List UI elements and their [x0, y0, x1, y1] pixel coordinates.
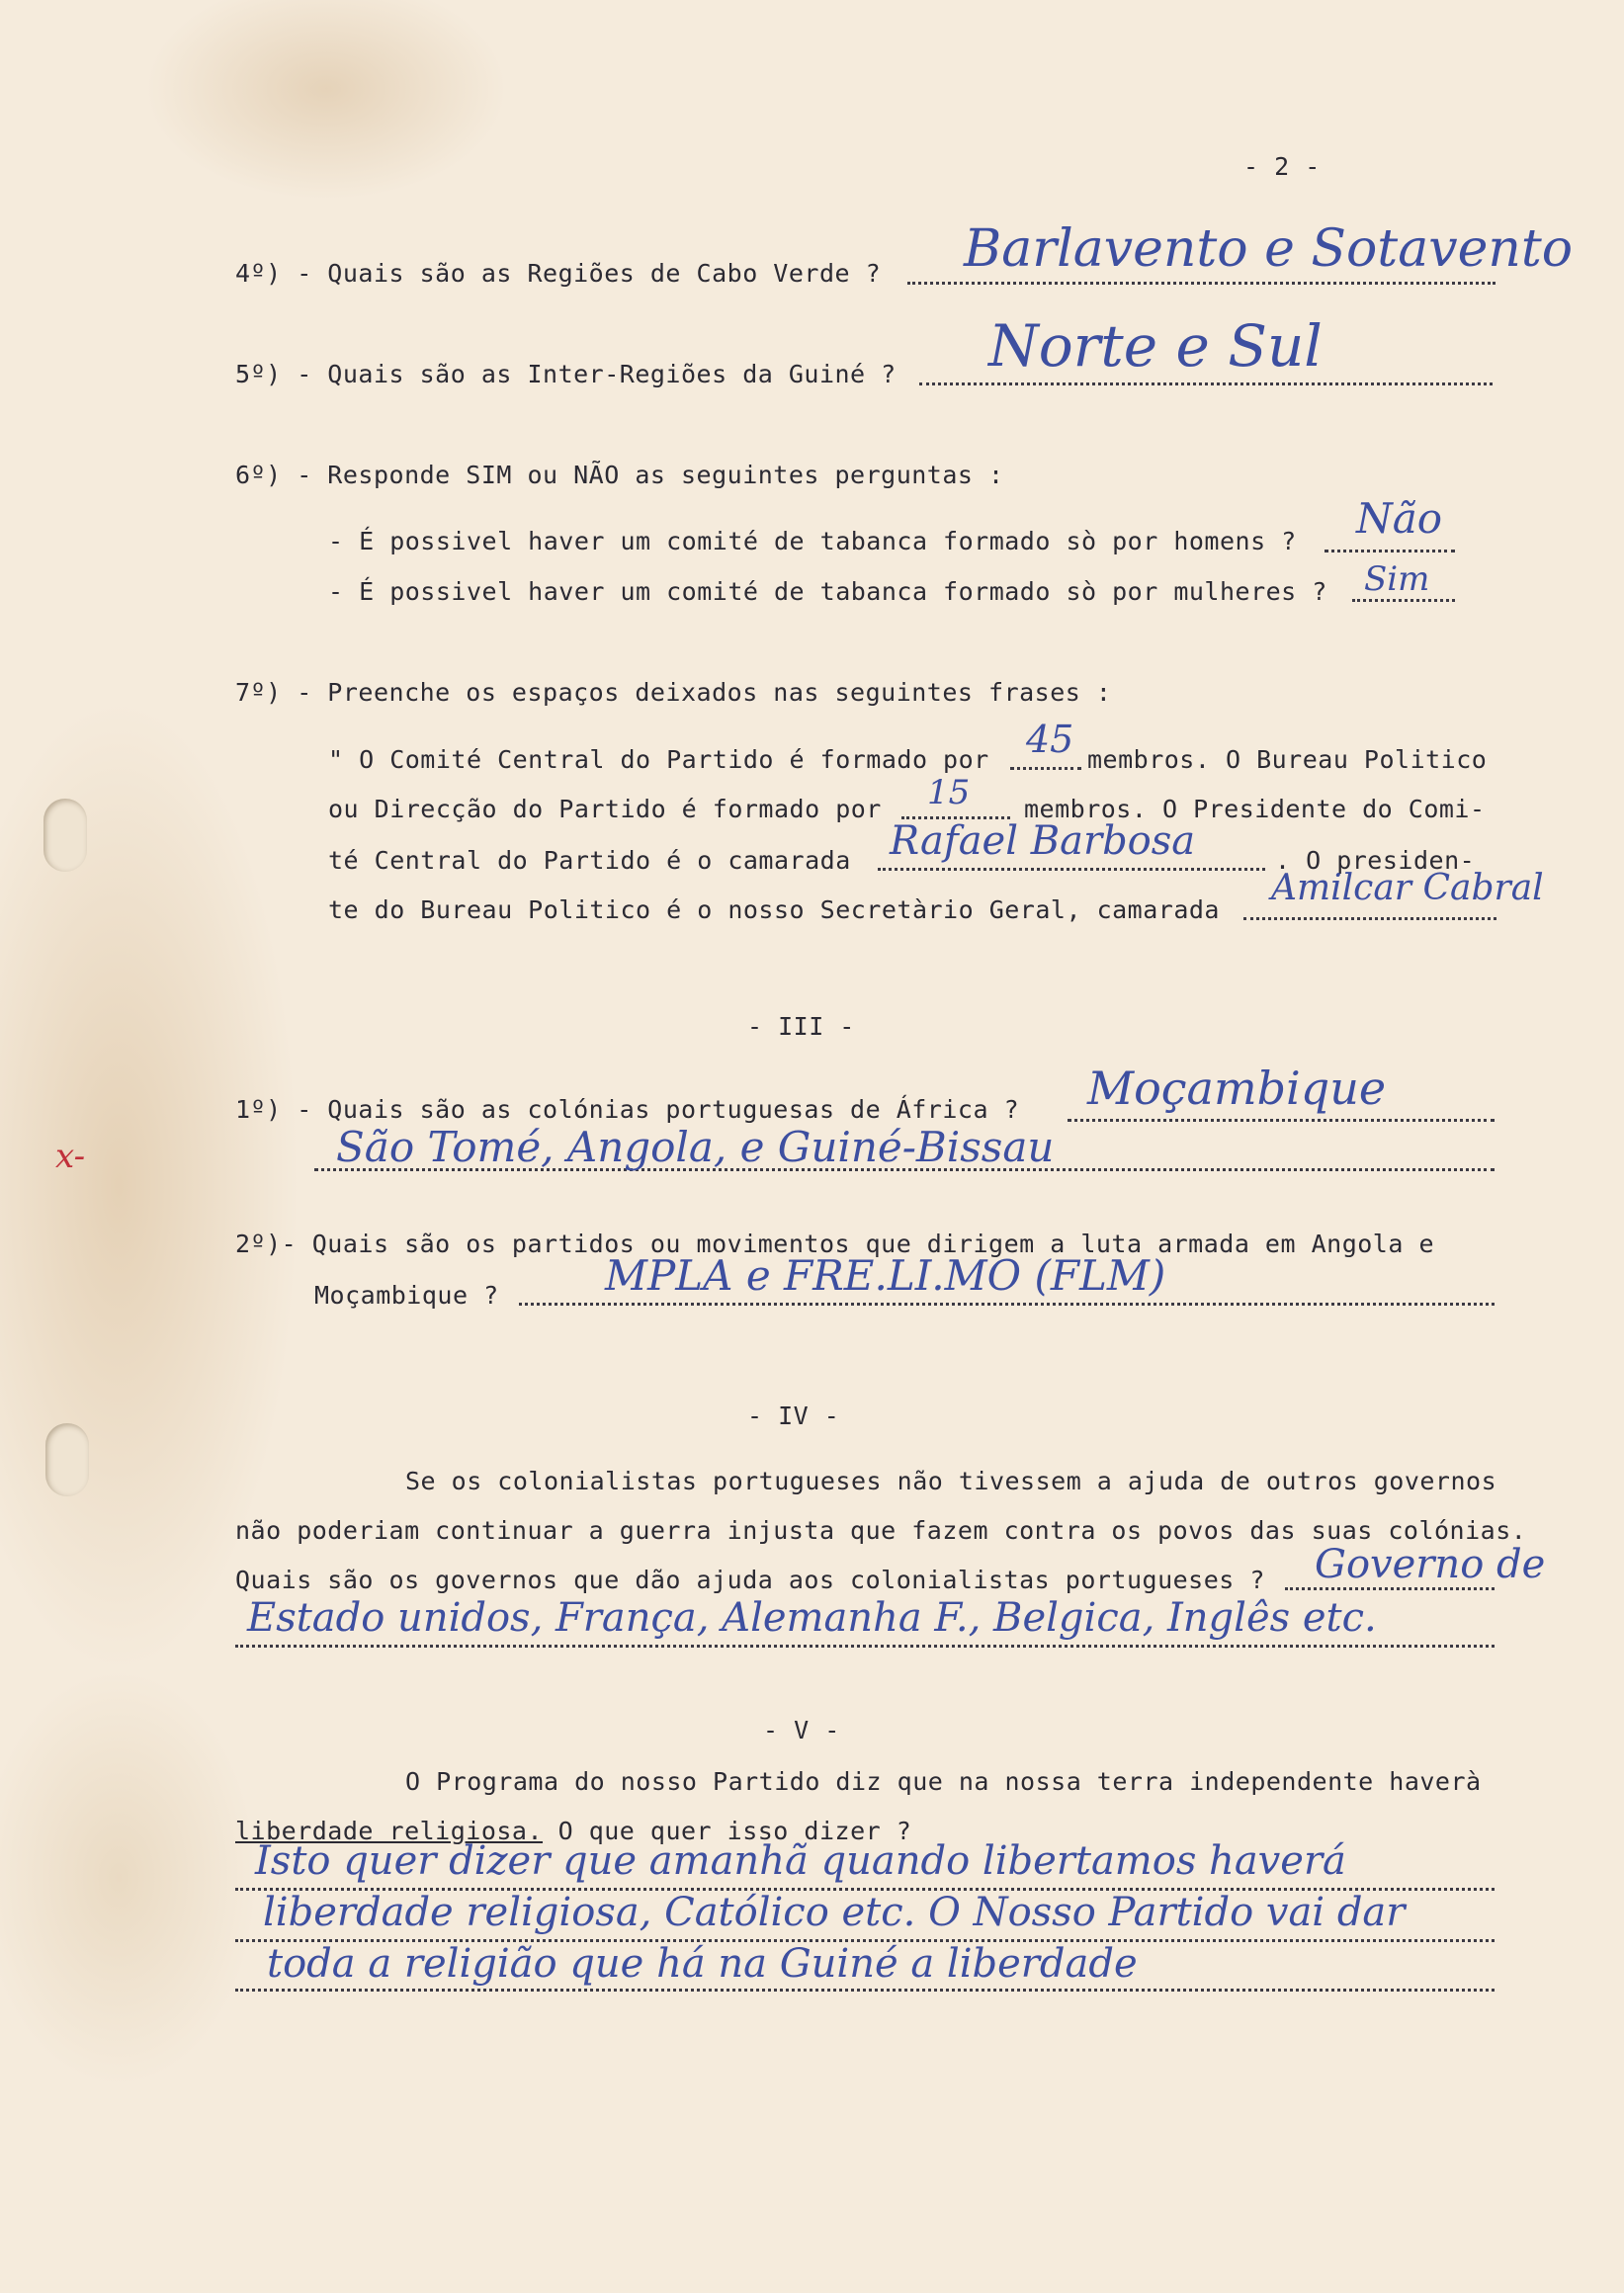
section-3-question-1-answer-1: Moçambique: [1087, 1062, 1387, 1115]
answer-line: [1285, 1587, 1495, 1590]
question-7-label: 7º) - Preenche os espaços deixados nas seguintes frases :: [235, 678, 1112, 707]
answer-line: [235, 1645, 1495, 1648]
question-7-line-4a: te do Bureau Politico é o nosso Secretàrio Geral, camarada: [328, 895, 1220, 924]
section-4-paragraph-2: não poderiam continuar a guerra injusta que fazem contra os povos das suas colónias.: [235, 1516, 1527, 1545]
question-7-line-2a: ou Direcção do Partido é formado por: [328, 795, 882, 823]
section-4-answer-1: Governo de: [1315, 1542, 1546, 1587]
page-number: - 2 -: [1243, 152, 1321, 181]
section-3-question-1-answer-2: São Tomé, Angola, e Guiné-Bissau: [336, 1123, 1055, 1171]
question-7-line-1b: membros. O Bureau Politico: [1087, 745, 1488, 774]
question-6a-answer: Não: [1356, 494, 1443, 543]
question-7-answer-4: Amilcar Cabral: [1271, 868, 1544, 908]
question-6b-answer: Sim: [1364, 559, 1430, 599]
section-3-question-2-label-2: Moçambique ?: [314, 1281, 499, 1310]
answer-line: [235, 1989, 1495, 1992]
answer-line: [1068, 1119, 1495, 1122]
question-7-line-3b: . O presiden-: [1275, 846, 1476, 875]
section-3-question-2-answer: MPLA e FRE.LI.MO (FLM): [605, 1251, 1166, 1300]
section-4-heading: - IV -: [747, 1401, 840, 1430]
answer-line: [919, 382, 1493, 385]
question-4-label: 4º) - Quais são as Regiões de Cabo Verde ?: [235, 259, 882, 288]
question-5-label: 5º) - Quais são as Inter-Regiões da Guiné ?: [235, 360, 897, 388]
section-3-heading: - III -: [747, 1012, 855, 1041]
question-7-answer-2: 15: [927, 773, 971, 812]
answer-line: [1325, 550, 1455, 552]
question-5-answer: Norte e Sul: [988, 312, 1323, 380]
section-3-question-2-label-1: 2º)- Quais são os partidos ou movimentos que dirigem a luta armada em Angola e: [235, 1230, 1434, 1258]
section-3-question-1-label: 1º) - Quais são as colónias portuguesas de África ?: [235, 1095, 1020, 1124]
section-4-answer-2: Estado unidos, França, Alemanha F., Belgica, Inglês etc.: [247, 1595, 1377, 1641]
question-6-label: 6º) - Responde SIM ou NÃO as seguintes perguntas :: [235, 461, 1004, 489]
question-7-line-2b: membros. O Presidente do Comi-: [1024, 795, 1486, 823]
question-7-answer-3: Rafael Barbosa: [890, 818, 1196, 864]
section-5-heading: - V -: [763, 1716, 840, 1744]
margin-mark: x-: [55, 1137, 86, 1176]
section-4-paragraph-3: Quais são os governos que dão ajuda aos colonialistas portugueses ?: [235, 1566, 1265, 1594]
answer-line: [1352, 599, 1455, 602]
section-4-paragraph-1: Se os colonialistas portugueses não tivessem a ajuda de outros governos: [405, 1467, 1497, 1495]
answer-line: [907, 282, 1496, 285]
question-text: O que quer isso dizer ?: [557, 1817, 912, 1845]
punch-hole-top: [43, 799, 87, 872]
question-6a-text: - É possivel haver um comité de tabanca formado sò por homens ?: [328, 527, 1297, 555]
question-6b-text: - É possivel haver um comité de tabanca formado sò por mulheres ?: [328, 577, 1327, 606]
question-4-answer: Barlavento e Sotavento: [964, 219, 1574, 279]
answer-line: [1243, 917, 1496, 920]
section-5-answer-1: Isto quer dizer que amanhã quando libertamos haverá: [255, 1838, 1346, 1884]
question-7-answer-1: 45: [1026, 718, 1074, 761]
answer-line: [1010, 767, 1081, 770]
answer-line: [878, 868, 1265, 871]
punch-hole-bottom: [45, 1423, 89, 1496]
question-7-line-3a: té Central do Partido é o camarada: [328, 846, 851, 875]
underlined-phrase: liberdade religiosa.: [235, 1817, 544, 1845]
section-5-answer-2: liberdade religiosa, Católico etc. O Nosso Partido vai dar: [263, 1890, 1406, 1935]
section-5-paragraph-1: O Programa do nosso Partido diz que na nossa terra independente haverà: [405, 1767, 1482, 1796]
answer-line: [519, 1303, 1495, 1306]
question-7-line-1a: " O Comité Central do Partido é formado por: [328, 745, 989, 774]
section-5-answer-3: toda a religião que há na Guiné a liberdade: [267, 1941, 1138, 1987]
